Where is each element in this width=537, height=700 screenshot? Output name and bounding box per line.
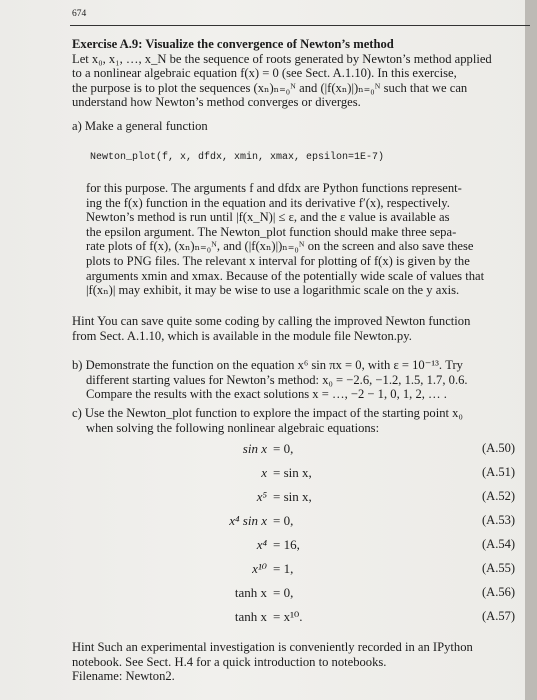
exercise-intro-line: the purpose is to plot the sequences (xₙ)ₙ₌₀ᴺ and (|f(xₙ)|)ₙ₌₀ᴺ such that we can (72, 80, 468, 95)
equation-lhs: x¹⁰ (252, 561, 267, 576)
equation-row (0, 585, 537, 605)
description-line: plots to PNG files. The relevant x interval for plotting of f(x) is given by the (86, 253, 470, 268)
part-b-block (72, 358, 522, 402)
description-line: rate plots of f(x), (xₙ)ₙ₌₀ᴺ, and (|f(xₙ)|)ₙ₌₀ᴺ on the screen and also save these (86, 239, 474, 254)
equation-row (0, 489, 537, 509)
equation-rhs: = 0, (273, 585, 294, 600)
equation-number: (A.57) (482, 609, 515, 623)
hint-block-2 (72, 640, 522, 684)
equation-lhs: tanh x (234, 585, 267, 600)
exercise-title: Exercise A.9: Visualize the convergence of Newton’s method (72, 37, 394, 51)
equation-rhs: = 16, (273, 537, 300, 552)
equation-lhs: x (261, 465, 267, 480)
equation-number: (A.54) (482, 537, 515, 551)
exercise-intro-line: to a nonlinear algebraic equation f(x) = 0 (see Sect. A.1.10). In this exercise, (72, 66, 457, 81)
equation-row (0, 513, 537, 533)
description-line: |f(xₙ)| may exhibit, it may be wise to use a logarithmic scale on the y axis. (86, 283, 460, 298)
equation-rhs: = sin x, (273, 489, 312, 504)
equation-row (0, 465, 537, 485)
description-line: the epsilon argument. The Newton_plot function should make three sepa- (86, 224, 457, 239)
equation-number: (A.56) (482, 585, 515, 599)
part-c-block (72, 406, 522, 435)
equation-number: (A.52) (482, 489, 515, 503)
equation-number: (A.53) (482, 513, 515, 527)
equation-row (0, 561, 537, 581)
equation-lhs: sin x (242, 441, 267, 456)
equation-rhs: = 0, (273, 441, 294, 456)
part-a-label: a) Make a general function (72, 119, 208, 133)
description-line: arguments xmin and xmax. Because of the potentially wide scale of values that (86, 268, 485, 283)
exercise-intro-line: Let x₀, x₁, …, x_N be the sequence of roots generated by Newton’s method applied (72, 51, 492, 66)
equation-number: (A.55) (482, 561, 515, 575)
equation-number: (A.50) (482, 441, 515, 455)
equation-rhs: = 1, (273, 561, 294, 576)
equation-row (0, 441, 537, 461)
equation-rhs: = x¹⁰. (273, 609, 303, 624)
filename-line: Filename: Newton2. (72, 669, 175, 684)
equation-lhs: x⁴ sin x (229, 513, 267, 528)
hint-line: Hint You can save quite some coding by calling the improved Newton function (72, 314, 471, 328)
part-c-line: c) Use the Newton_plot function to explore the impact of the starting point x₀ (72, 406, 463, 420)
hint-block-1 (72, 314, 522, 343)
equation-rhs: = sin x, (273, 465, 312, 480)
equation-lhs: x⁵ (256, 489, 267, 504)
exercise-block (72, 37, 522, 110)
part-c-line: when solving the following nonlinear algebraic equations: (86, 420, 380, 435)
header-rule (70, 25, 530, 26)
hint-line: Hint Such an experimental investigation is conveniently recorded in an IPython (72, 640, 473, 654)
part-b-line: Compare the results with the exact solutions x = …, −2 − 1, 0, 1, 2, … . (86, 387, 447, 402)
description-line: Newton’s method is run until |f(x_N)| ≤ ε, and the ε value is available as (86, 210, 450, 225)
equation-lhs: tanh x (234, 609, 267, 624)
equation-row (0, 537, 537, 557)
equation-row (0, 609, 537, 629)
hint-line: from Sect. A.1.10, which is available in the module file Newton.py. (72, 328, 412, 343)
part-b-line: b) Demonstrate the function on the equation x⁶ sin πx = 0, with ε = 10⁻¹³. Try (72, 358, 463, 372)
hint-line: notebook. See Sect. H.4 for a quick introduction to notebooks. (72, 654, 387, 669)
equation-number: (A.51) (482, 465, 515, 479)
equation-lhs: x⁴ (256, 537, 267, 552)
page-number: 674 (72, 9, 87, 19)
description-line: for this purpose. The arguments f and dfdx are Python functions represent- (86, 181, 462, 195)
description-line: ing the f(x) function in the equation and its derivative f′(x), respectively. (86, 195, 450, 210)
equation-rhs: = 0, (273, 513, 294, 528)
exercise-intro-line: understand how Newton’s method converges or diverges. (72, 95, 361, 110)
part-b-line: different starting values for Newton’s method: x₀ = −2.6, −1.2, 1.5, 1.7, 0.6. (86, 372, 468, 387)
part-a-description (86, 181, 526, 298)
code-signature: Newton_plot(f, x, dfdx, xmin, xmax, epsilon=1E-7) (90, 152, 385, 163)
